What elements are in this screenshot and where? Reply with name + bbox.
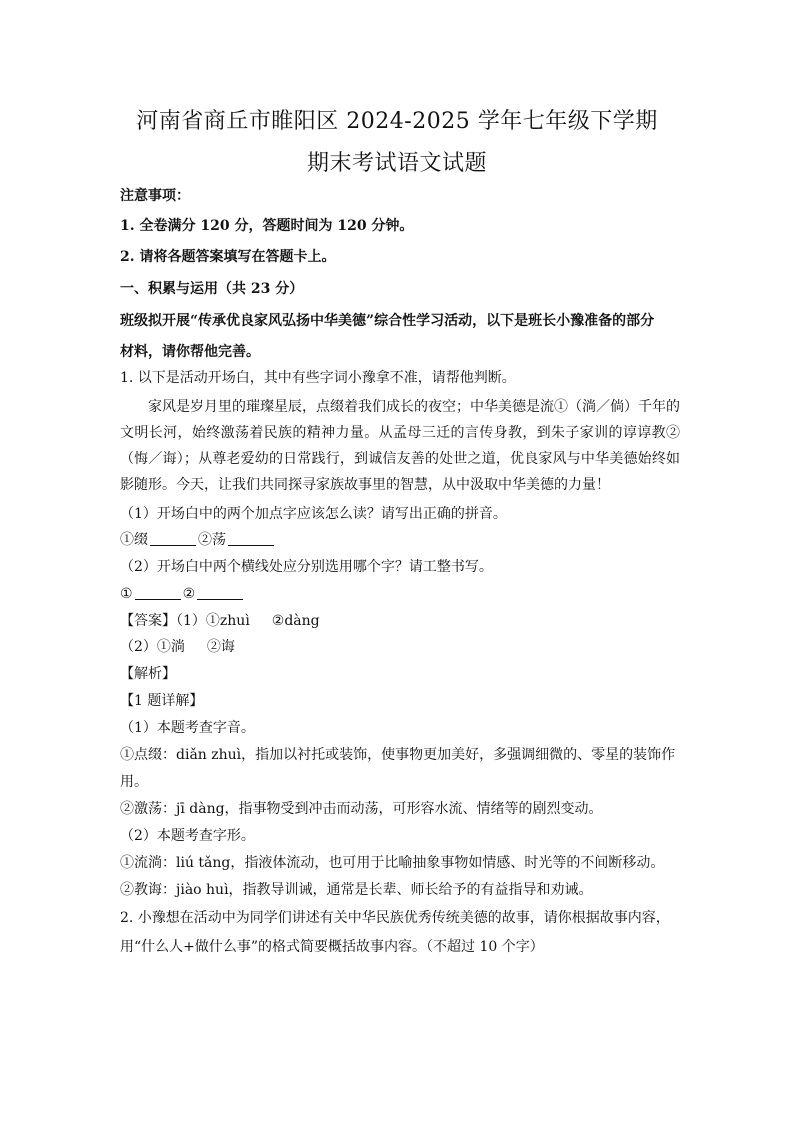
- notice-item-1: 1. 全卷满分 120 分，答题时间为 120 分钟。: [120, 218, 414, 234]
- answer-1b: ②dàng: [271, 613, 320, 629]
- notice-item-2: 2. 请将各题答案填写在答题卡上。: [120, 249, 336, 265]
- detail-line-2b: 用。: [120, 774, 148, 790]
- detail-label: 【1 题详解】: [120, 693, 204, 709]
- answer-blank: [135, 585, 181, 600]
- sub1-blank1-label: ①缀: [120, 532, 148, 548]
- sub2-blank2-label: ②: [182, 586, 196, 602]
- detail-line-5: ①流淌：liú tǎng，指液体流动，也可用于比喻抽象事物如情感、时光等的不间断移动。: [120, 855, 665, 871]
- detail-line-1: （1）本题考查字音。: [120, 720, 255, 736]
- question-2-line2: 用“什么人+做什么事”的格式简要概括故事内容。（不超过 10 个字）: [120, 939, 544, 955]
- question-1-sub2-blanks: [120, 584, 680, 604]
- answer-2b: ②诲: [206, 639, 235, 655]
- answer-blank: [197, 585, 243, 600]
- section-intro-line2: 材料，请你帮他完善。: [120, 344, 260, 360]
- detail-line-2a: ①点缀：diǎn zhuì，指加以衬托或装饰，使事物更加美好，多强调细微的、零星的装饰作: [120, 747, 676, 763]
- answer-2a: （2）①淌: [120, 639, 185, 655]
- question-1-sub1-blanks: [120, 530, 680, 550]
- question-1-passage: 家风是岁月里的璀璨星辰，点缀着我们成长的夜空；中华美德是流①（淌／倘）千年的文明长河，始终激荡着民族的精神力量。从孟母三迁的言传身教，到朱子家训的谆谆教②（悔／诲）；从尊老爱幼的日常践行，到诚信友善的处世之道，优良家风与中华美德始终如影随形。今天，让我们共同探寻家族故事里的智慧，从中汲取中华美德的力量！: [120, 399, 680, 493]
- section-intro-line1: 班级拟开展“传承优良家风弘扬中华美德”综合性学习活动，以下是班长小豫准备的部分: [120, 313, 655, 329]
- question-1-stem: 1. 以下是活动开场白，其中有些字词小豫拿不准，请帮他判断。: [120, 370, 516, 386]
- document-title-line2: 期末考试语文试题: [306, 151, 487, 176]
- sub2-blank1-label: ①: [120, 586, 133, 602]
- sub1-blank2-label: ②荡: [198, 532, 226, 548]
- question-2-line1: 2. 小豫想在活动中为同学们讲述有关中华民族优秀传统美德的故事，请你根据故事内容，: [120, 910, 670, 926]
- detail-line-3: ②激荡：jī dàng，指事物受到冲击而动荡，可形容水流、情绪等的剧烈变动。: [120, 801, 603, 817]
- notice-heading: 注意事项：: [120, 188, 190, 204]
- answer-blank: [228, 531, 274, 546]
- detail-line-4: （2）本题考查字形。: [120, 828, 255, 844]
- section-heading: 一、积累与运用（共 23 分）: [120, 281, 304, 297]
- question-1-sub1: （1）开场白中的两个加点字应该怎么读？请写出正确的拼音。: [120, 506, 507, 522]
- question-1-sub2: （2）开场白中两个横线处应分别选用哪个字？请工整书写。: [120, 559, 493, 575]
- answer-label: 【答案】: [120, 613, 176, 629]
- detail-line-6: ②教诲：jiào huì，指教导训诫，通常是长辈、师长给予的有益指导和劝诫。: [120, 882, 593, 898]
- document-title-line1: 河南省商丘市睢阳区 2024-2025 学年七年级下学期: [136, 109, 658, 134]
- answer-1a: （1）①zhuì: [176, 613, 250, 629]
- answer-line-2: [120, 637, 680, 657]
- analysis-label: 【解析】: [120, 666, 176, 682]
- answer-blank: [150, 531, 196, 546]
- answer-line-1: [120, 611, 680, 631]
